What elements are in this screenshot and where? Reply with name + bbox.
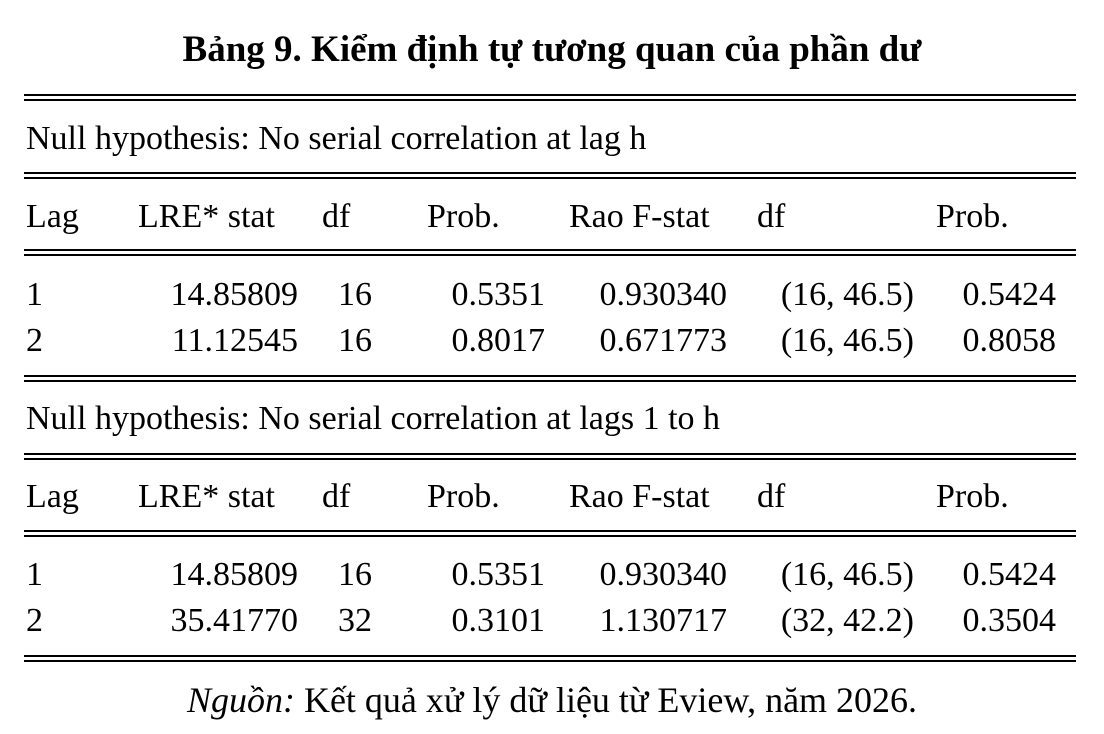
table-row bbox=[0, 598, 1104, 644]
cell-lag: 1 bbox=[26, 276, 43, 313]
cell-prob: 0.3101 bbox=[451, 602, 545, 639]
column-header: Rao F-stat bbox=[569, 478, 710, 515]
cell-df: 32 bbox=[338, 602, 372, 639]
section-rule bbox=[24, 453, 1076, 461]
cell-rao-df: (16, 46.5) bbox=[780, 556, 914, 593]
cell-rao-f-stat: 0.930340 bbox=[599, 276, 727, 313]
table-top-rule bbox=[24, 94, 1076, 102]
cell-lre-stat: 14.85809 bbox=[170, 276, 298, 313]
column-header: LRE* stat bbox=[138, 478, 275, 515]
column-header: Prob. bbox=[936, 478, 1009, 515]
cell-df: 16 bbox=[338, 322, 372, 359]
column-header: Rao F-stat bbox=[569, 198, 710, 235]
section-rule bbox=[24, 172, 1076, 180]
cell-rao-prob: 0.5424 bbox=[962, 276, 1056, 313]
cell-rao-f-stat: 1.130717 bbox=[599, 602, 727, 639]
cell-prob: 0.5351 bbox=[451, 276, 545, 313]
table-row bbox=[0, 272, 1104, 318]
section-end-rule bbox=[24, 375, 1076, 383]
cell-rao-prob: 0.3504 bbox=[962, 602, 1056, 639]
column-header: df bbox=[322, 478, 351, 515]
cell-lag: 1 bbox=[26, 556, 43, 593]
cell-lre-stat: 14.85809 bbox=[170, 556, 298, 593]
column-header: Lag bbox=[26, 478, 79, 515]
header-rule bbox=[24, 530, 1076, 538]
source-label: Nguồn: bbox=[186, 680, 295, 720]
cell-df: 16 bbox=[338, 556, 372, 593]
table-title: Bảng 9. Kiểm định tự tương quan của phần dư bbox=[182, 29, 922, 70]
cell-rao-df: (32, 42.2) bbox=[780, 602, 914, 639]
cell-prob: 0.8017 bbox=[451, 322, 545, 359]
table-bottom-rule bbox=[24, 655, 1076, 663]
column-header: Prob. bbox=[936, 198, 1009, 235]
table-row bbox=[0, 552, 1104, 598]
cell-df: 16 bbox=[338, 276, 372, 313]
table-row bbox=[0, 318, 1104, 364]
column-header: LRE* stat bbox=[138, 198, 275, 235]
header-rule bbox=[24, 249, 1076, 257]
cell-lre-stat: 35.41770 bbox=[170, 602, 298, 639]
cell-prob: 0.5351 bbox=[451, 556, 545, 593]
cell-rao-prob: 0.8058 bbox=[962, 322, 1056, 359]
column-header: Prob. bbox=[427, 478, 500, 515]
source-text: Kết quả xử lý dữ liệu từ Eview, năm 2026. bbox=[294, 680, 918, 720]
column-header: Lag bbox=[26, 198, 79, 235]
source-note bbox=[0, 676, 1104, 724]
cell-rao-prob: 0.5424 bbox=[962, 556, 1056, 593]
cell-rao-df: (16, 46.5) bbox=[780, 276, 914, 313]
column-header: df bbox=[757, 478, 786, 515]
section-caption: Null hypothesis: No serial correlation at lag h bbox=[26, 120, 647, 157]
cell-rao-df: (16, 46.5) bbox=[780, 322, 914, 359]
section-caption: Null hypothesis: No serial correlation at lags 1 to h bbox=[26, 400, 721, 437]
header-row bbox=[0, 474, 1104, 520]
column-header: df bbox=[757, 198, 786, 235]
cell-lag: 2 bbox=[26, 602, 43, 639]
cell-rao-f-stat: 0.930340 bbox=[599, 556, 727, 593]
column-header: df bbox=[322, 198, 351, 235]
column-header: Prob. bbox=[427, 198, 500, 235]
header-row bbox=[0, 194, 1104, 240]
cell-lre-stat: 11.12545 bbox=[171, 322, 298, 359]
cell-rao-f-stat: 0.671773 bbox=[599, 322, 727, 359]
cell-lag: 2 bbox=[26, 322, 43, 359]
